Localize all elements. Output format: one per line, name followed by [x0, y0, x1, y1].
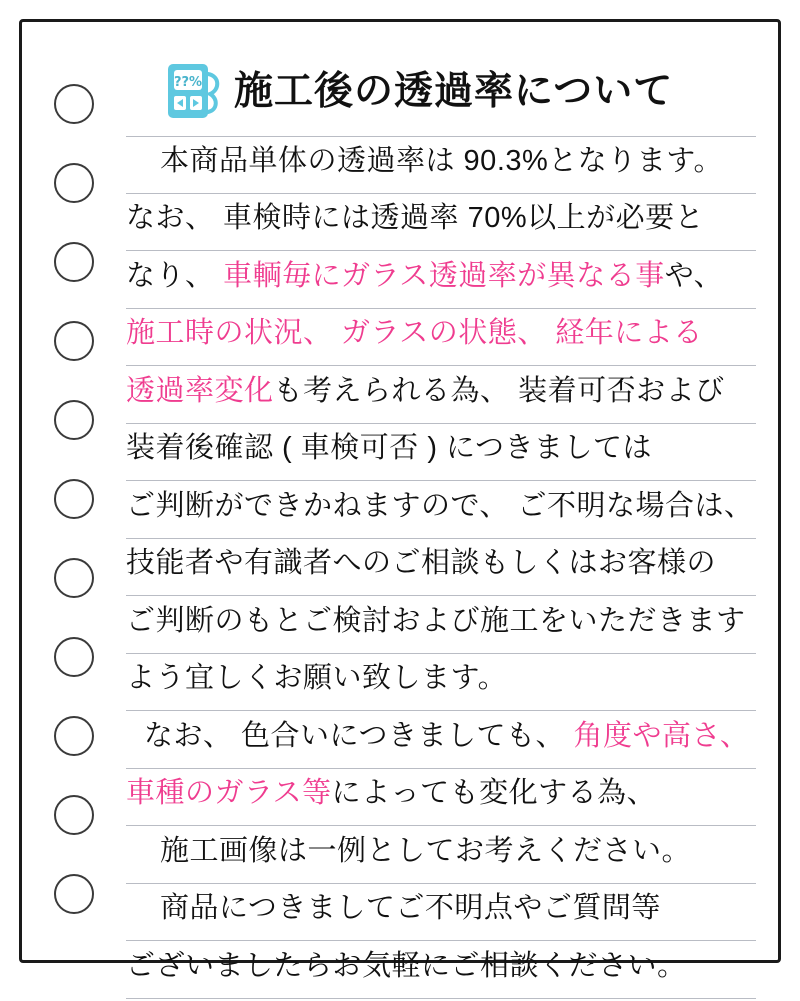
body-text: なお、 色合いにつきましても、	[144, 719, 574, 752]
body-text: によっても変化する為、	[331, 777, 657, 810]
ruled-lines	[126, 136, 756, 999]
punch-hole	[54, 558, 94, 598]
body-text: も考えられる為、 装着可否および	[273, 374, 725, 407]
text-line	[126, 366, 756, 424]
line-text	[126, 374, 725, 412]
highlighted-text: 施工時の状況、 ガラスの状態、 経年による	[126, 317, 703, 350]
text-line	[126, 826, 756, 884]
punch-hole	[54, 637, 94, 677]
body-text: ございましたらお気軽にご相談ください。	[126, 949, 687, 982]
punch-hole	[54, 400, 94, 440]
punch-holes	[50, 84, 98, 914]
body-text: 本商品単体の透過率は 90.3%となります。	[160, 145, 723, 178]
svg-text:??%: ??%	[173, 75, 203, 90]
text-line	[126, 136, 756, 194]
punch-hole	[54, 163, 94, 203]
highlighted-text: 透過率変化	[126, 374, 274, 407]
text-line	[126, 539, 756, 597]
line-text	[126, 949, 687, 987]
note-content	[126, 48, 756, 982]
punch-hole	[54, 84, 94, 124]
line-text	[126, 319, 703, 354]
line-text	[126, 779, 656, 814]
line-text	[126, 549, 716, 584]
punch-hole	[54, 242, 94, 282]
line-text	[126, 894, 661, 929]
text-line	[126, 251, 756, 309]
line-text	[126, 204, 704, 239]
text-line	[126, 424, 756, 482]
text-line	[126, 884, 756, 942]
line-text	[126, 719, 750, 757]
punch-hole	[54, 716, 94, 756]
body-text: なり、	[126, 259, 224, 292]
text-line	[126, 596, 756, 654]
document-header	[126, 48, 756, 134]
note-sheet	[19, 19, 781, 982]
body-text: や、	[664, 259, 724, 292]
body-text: なお、 車検時には透過率 70%以上が必要と	[126, 202, 705, 235]
punch-hole	[54, 479, 94, 519]
text-line	[126, 309, 756, 367]
punch-hole	[54, 795, 94, 835]
highlighted-text: 車種のガラス等	[126, 777, 332, 810]
body-text: 装着後確認 ( 車検可否 ) につきましては	[126, 432, 652, 465]
line-text	[126, 259, 724, 297]
line-text	[126, 147, 723, 182]
body-text: 商品につきましてご不明点やご質問等	[160, 892, 661, 925]
transmittance-meter-icon	[166, 60, 224, 122]
highlighted-text: 角度や高さ、	[573, 719, 750, 752]
punch-hole	[54, 874, 94, 914]
text-line	[126, 941, 756, 999]
text-line	[126, 194, 756, 252]
line-text	[126, 834, 692, 872]
line-text	[126, 489, 754, 527]
text-line	[126, 481, 756, 539]
body-text: ご判断のもとご検討および施工をいただきます	[126, 604, 746, 637]
text-line	[126, 654, 756, 712]
body-text: 技能者や有識者へのご相談もしくはお客様の	[126, 547, 717, 580]
text-line	[126, 711, 756, 769]
punch-hole	[54, 321, 94, 361]
line-text	[126, 664, 507, 699]
body-text: ご判断ができかねますので、 ご不明な場合は、	[126, 489, 754, 522]
line-text	[126, 604, 746, 642]
page-title: 施工後の透過率について	[234, 69, 674, 113]
body-text: 施工画像は一例としてお考えください。	[160, 834, 692, 867]
body-text: よう宜しくお願い致します。	[126, 662, 508, 695]
highlighted-text: 車輌毎にガラス透過率が異なる事	[223, 259, 665, 292]
line-text	[126, 434, 652, 469]
text-line	[126, 769, 756, 827]
